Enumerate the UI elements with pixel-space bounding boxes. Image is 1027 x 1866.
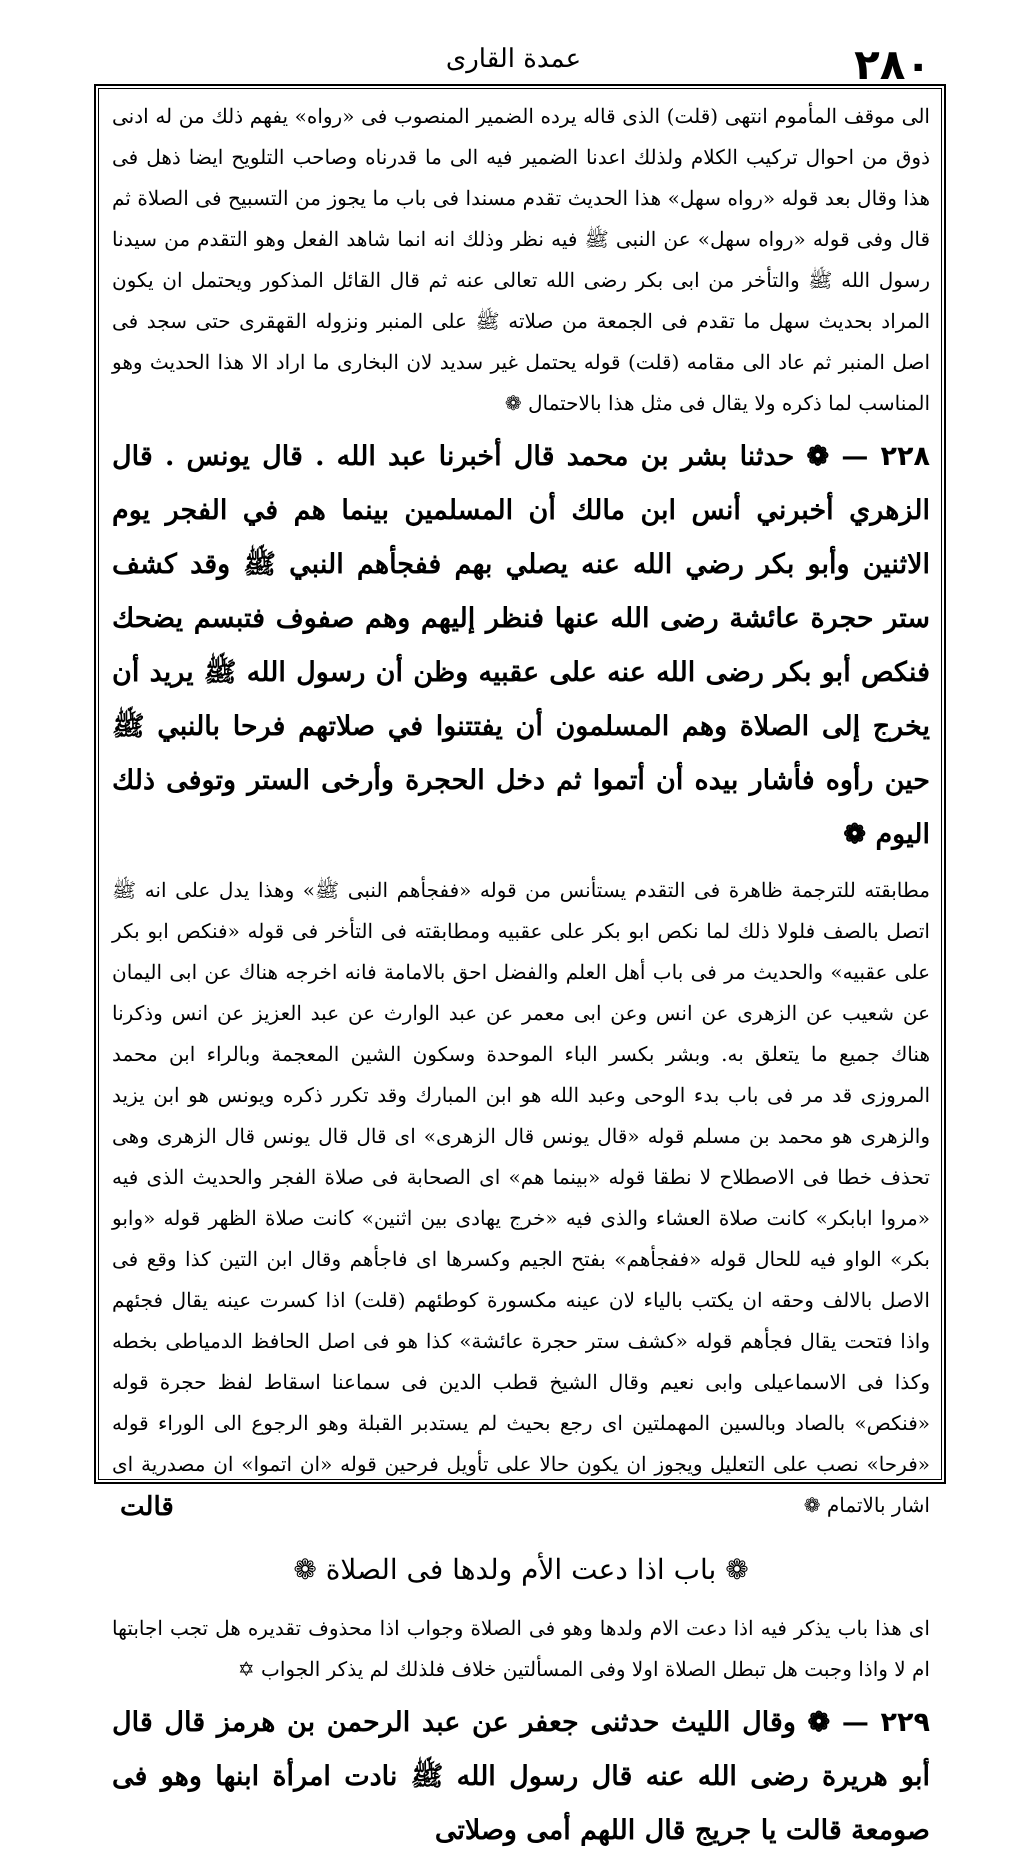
chapter-heading: ❁ باب اذا دعت الأم ولدها فى الصلاة ❁ [293, 1553, 749, 1586]
page-number: ٢٨٠ [854, 40, 931, 89]
commentary-paragraph-1: الى موقف المأموم انتهى (قلت) الذى قاله يرده الضمير المنصوب فى «رواه» يفهم ذلك من له ادنى ذوق من احوال تركيب الكلام ولذلك اعدنا الضمير فيه الى ما قدرناه وصاحب التلويح ايضا ذهل فى هذا وقال بعد قوله «رواه سهل» هذا الحديث تقدم مسندا فى باب ما يجوز من التسبيح فى الصلاة ثم قال وفى قوله «رواه سهل» عن النبى ﷺ فيه نظر وذلك انه انما شاهد الفعل وهو التقدم من سيدنا رسول الله ﷺ والتأخر من ابى بكر رضى الله تعالى عنه ثم قال القائل المذكور ويحتمل ان يكون المراد بحديث سهل ما تقدم فى الجمعة من صلاته ﷺ على المنبر ونزوله القهقرى حتى سجد فى اصل المنبر ثم عاد الى مقامه (قلت) قوله يحتمل غير سديد لان البخارى ما اراد الا هذا الحديث وهو المناسب لما ذكره ولا يقال فى مثل هذا بالاحتمال ❁ [112, 104, 931, 415]
hadith-229-text: — ❁ وقال الليث حدثنى جعفر عن عبد الرحمن بن هرمز قال قال أبو هريرة رضى الله عنه قال رسول الله ﷺ نادت امرأة ابنها وهو فى صومعة قالت يا جريج قال اللهم أمى وصلاتى [112, 1707, 930, 1846]
hadith-228 [112, 430, 930, 862]
commentary-paragraph-2: مطابقته للترجمة ظاهرة فى التقدم يستأنس من قوله «ففجأهم النبى ﷺ» وهذا يدل على انه ﷺ اتصل بالصف فلولا ذلك لما نكص ابو بكر على عقبيه ومطابقته فى التأخر فى قوله «فنكص ابو بكر على عقبيه» والحديث مر فى باب أهل العلم والفضل احق بالامامة فانه اخرجه هناك عن ابى اليمان عن شعيب عن الزهرى عن انس وعن ابى معمر عن عبد الوارث عن عبد العزيز عن انس وذكرنا هناك جميع ما يتعلق به. وبشر بكسر الباء الموحدة وسكون الشين المعجمة وبالراء ابن محمد المروزى قد مر فى باب بدء الوحى وعبد الله هو ابن المبارك وقد تكرر ذكره ويونس هو ابن يزيد والزهرى هو محمد بن مسلم قوله «قال يونس قال الزهرى» اى قال قال يونس قال الزهرى وهى تحذف خطا فى الاصطلاح لا نطقا قوله «بينما هم» اى الصحابة فى صلاة الفجر والحديث الذى فيه «مروا ابابكر» كانت صلاة العشاء والذى فيه «خرج يهادى بين اثنين» كانت صلاة الظهر قوله «وابو بكر» الواو فيه للحال قوله «ففجأهم» بفتح الجيم وكسرها اى فاجأهم وقال ابن التين كذا وقع فى الاصل بالالف وحقه ان يكتب بالياء لان عينه مكسورة كوطئهم (قلت) اذا كسرت عينه يقال فجئهم واذا فتحت يقال فجأهم قوله «كشف ستر حجرة عائشة» كذا هو فى اصل الحافظ الدمياطى بخطه وكذا فى الاسماعيلى وابى نعيم وقال الشيخ قطب الدين فى سماعنا اسقاط لفظ حجرة قوله «فنكص» بالصاد وبالسين المهملتين اى رجع بحيث لم يستدبر القبلة وهو الرجوع الى الوراء قوله «فرحا» نصب على التعليل ويجوز ان يكون حالا على تأويل فرحين قوله «ان اتموا» ان مصدرية اى اشار بالاتمام ❁ [112, 878, 930, 1517]
hadith-number-228: ٢٢٨ [880, 441, 930, 472]
hadith-229 [112, 1696, 930, 1858]
running-title: عمدة القارى [445, 44, 582, 74]
commentary-paragraph-3: اى هذا باب يذكر فيه اذا دعت الام ولدها وهو فى الصلاة وجواب اذا محذوف تقديره هل تجب اجابتها ام لا واذا وجبت هل تبطل الصلاة اولا وفى المسألتين خلاف فلذلك لم يذكر الجواب ✡ [112, 1616, 930, 1681]
catchword: قالت [120, 1492, 174, 1522]
main-text [112, 96, 930, 1866]
hadith-number-229: ٢٢٩ [880, 1707, 930, 1738]
hadith-228-text: — ❁ حدثنا بشر بن محمد قال أخبرنا عبد الله . قال يونس . قال الزهري أخبرني أنس ابن مالك أن المسلمين بينما هم في الفجر يوم الاثنين وأبو بكر رضي الله عنه يصلي بهم ففجأهم النبي ﷺ وقد كشف ستر حجرة عائشة رضى الله عنها فنظر إليهم وهم صفوف فتبسم يضحك فنكص أبو بكر رضى الله عنه على عقبيه وظن أن رسول الله ﷺ يريد أن يخرج إلى الصلاة وهم المسلمون أن يفتتنوا في صلاتهم فرحا بالنبي ﷺ حين رأوه فأشار بيده أن أتموا ثم دخل الحجرة وأرخى الستر وتوفى ذلك اليوم ❁ [112, 441, 930, 850]
